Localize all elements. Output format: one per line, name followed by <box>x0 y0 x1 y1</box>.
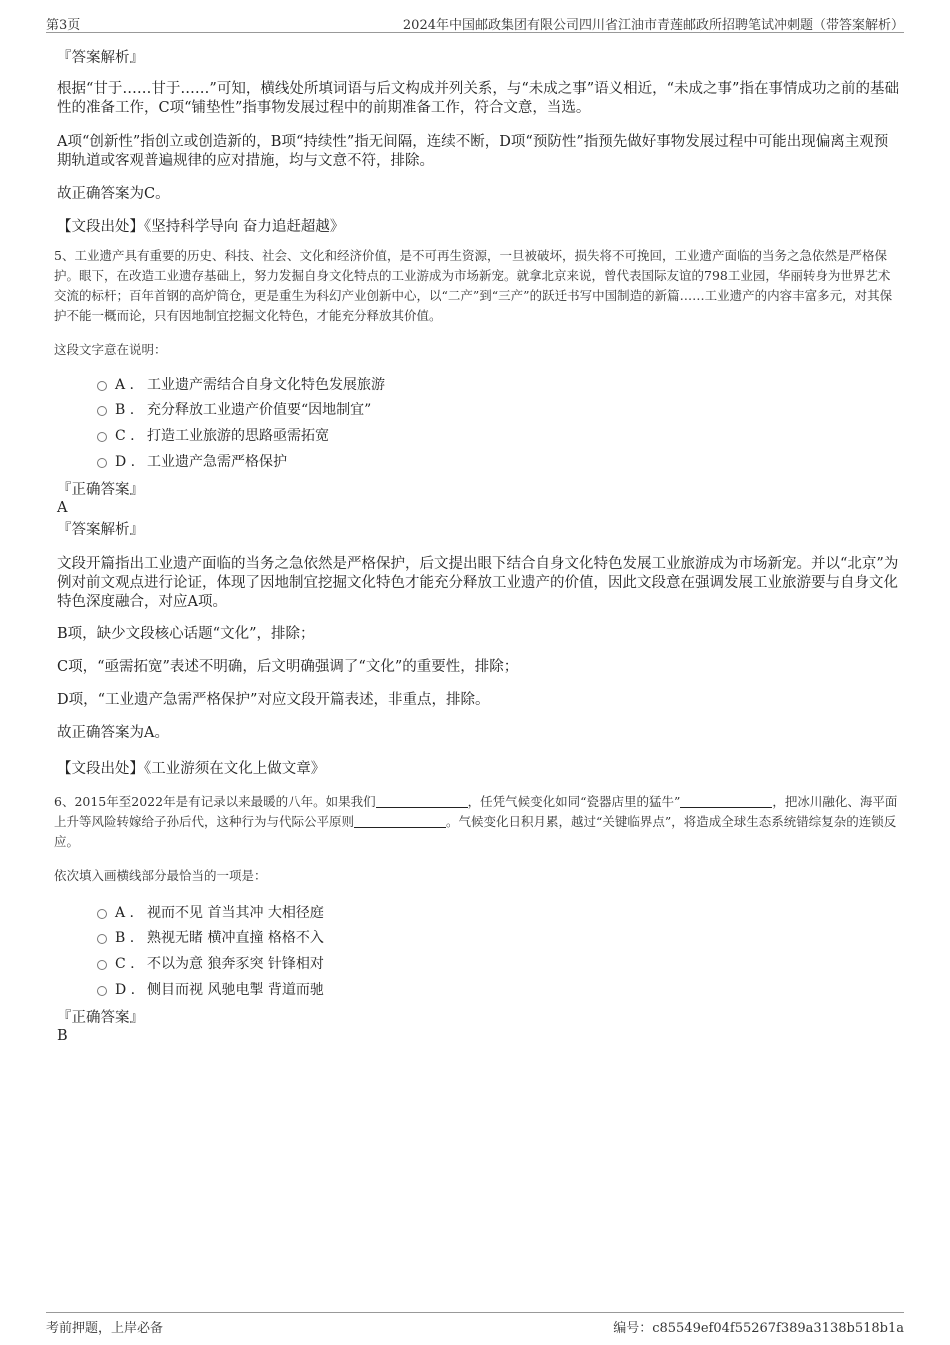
q6-option-a[interactable]: A . 视而不见 首当其冲 大相径庭 <box>97 903 324 923</box>
q5-source: 【文段出处】《工业游须在文化上做文章》 <box>57 761 326 777</box>
radio-icon[interactable] <box>97 934 107 944</box>
q5-prompt: 这段文字意在说明： <box>54 342 167 357</box>
q5-option-d[interactable]: D . 工业遗产急需严格保护 <box>97 452 287 472</box>
page-header <box>46 12 904 33</box>
radio-icon[interactable] <box>97 909 107 919</box>
q5-option-b[interactable]: B . 充分释放工业遗产价值要“因地制宜” <box>97 400 371 420</box>
q4-analysis-p2: A项“创新性”指创立或创造新的，B项“持续性”指无间隔，连续不断，D项“预防性”指预先做好事物发展过程中可能出现偏离主观预期轨道或客观普遍规律的应对措施，均与文意不符，排除。 <box>57 134 889 169</box>
document-title: 2024年中国邮政集团有限公司四川省江油市青莲邮政所招聘笔试冲刺题（带答案解析） <box>402 18 904 33</box>
q5-option-c[interactable]: C . 打造工业旅游的思路亟需拓宽 <box>97 426 329 446</box>
q6-option-d[interactable]: D . 侧目而视 风驰电掣 背道而驰 <box>97 980 324 1000</box>
q6-answer-label: 『正确答案』 <box>57 1010 144 1026</box>
radio-icon[interactable] <box>97 986 107 996</box>
radio-icon[interactable] <box>97 406 107 416</box>
q6-answer: B <box>57 1028 68 1044</box>
fill-blank-2 <box>680 795 772 808</box>
footer-slogan: 考前押题，上岸必备 <box>46 1321 164 1336</box>
page-footer <box>46 1312 904 1335</box>
q6-prompt: 依次填入画横线部分最恰当的一项是： <box>54 868 267 883</box>
q6-option-c[interactable]: C . 不以为意 狼奔豕突 针锋相对 <box>97 954 324 974</box>
radio-icon[interactable] <box>97 381 107 391</box>
q5-analysis-p1: 文段开篇指出工业遗产面临的当务之急依然是严格保护，后文提出眼下结合自身文化特色发展工业旅游成为市场新宠。并以“北京”为例对前文观点进行论证，体现了因地制宜挖掘文化特色才能充分释放工业遗产的价值，因此文段意在强调发展工业旅游要与自身文化特色深度融合，对应A项。 <box>57 556 899 610</box>
q5-answer-label: 『正确答案』 <box>57 482 144 498</box>
q5-analysis-p5: 故正确答案为A。 <box>57 725 169 741</box>
q5-analysis-label: 『答案解析』 <box>57 522 144 538</box>
q4-analysis-p3: 故正确答案为C。 <box>57 186 170 202</box>
q4-source: 【文段出处】《坚持科学导向 奋力追赶超越》 <box>57 219 345 235</box>
radio-icon[interactable] <box>97 458 107 468</box>
q4-analysis-label: 『答案解析』 <box>57 50 144 66</box>
q5-analysis-p3: C项，“亟需拓宽”表述不明确，后文明确强调了“文化”的重要性，排除； <box>57 659 519 675</box>
q4-analysis-p1: 根据“甘于……甘于……”可知，横线处所填词语与后文构成并列关系，与“未成之事”语义相近，“未成之事”指在事情成功之前的基础性的准备工作，C项“铺垫性”指事物发展过程中的前期准备工作，符合文意，当选。 <box>57 81 899 116</box>
q6-stem: 6、2015年至2022年是有记录以来最暖的八年。如果我们 ，任凭气候变化如同“瓷器店里的猛牛” ，把冰川融化、海平面上升等风险转嫁给子孙后代，这种行为与代际公平原则 。气候变化日积月累，越过“关键临界点”，将造成全球生态系统错综复杂的连锁反应。 <box>54 794 898 849</box>
q5-answer: A <box>57 500 68 516</box>
page-number: 第3页 <box>46 18 81 33</box>
q5-stem: 5、工业遗产具有重要的历史、科技、社会、文化和经济价值，是不可再生资源，一旦被破坏，损失将不可挽回，工业遗产面临的当务之急依然是严格保护。眼下，在改造工业遗存基础上，努力发掘自身文化特点的工业游成为市场新宠。就拿北京来说，曾代表国际友谊的798工业园，华丽转身为世界艺术交流的标杆；百年首钢的高炉筒仓，更是重生为科幻产业创新中心，以“二产”到“三产”的跃迁书写中国制造的新篇……工业遗产的内容丰富多元，对其保护不能一概而论，只有因地制宜挖掘文化特色，才能充分释放其价值。 <box>54 248 893 323</box>
q5-option-a[interactable]: A . 工业遗产需结合自身文化特色发展旅游 <box>97 375 385 395</box>
document-id: 编号：c85549ef04f55267f389a3138b518b1a <box>613 1321 904 1336</box>
q6-option-b[interactable]: B . 熟视无睹 横冲直撞 格格不入 <box>97 928 324 948</box>
fill-blank-3 <box>354 815 446 828</box>
fill-blank-1 <box>376 795 468 808</box>
radio-icon[interactable] <box>97 960 107 970</box>
q5-analysis-p2: B项，缺少文段核心话题“文化”，排除； <box>57 626 315 642</box>
q5-analysis-p4: D项，“工业遗产急需严格保护”对应文段开篇表述，非重点，排除。 <box>57 692 490 708</box>
radio-icon[interactable] <box>97 432 107 442</box>
